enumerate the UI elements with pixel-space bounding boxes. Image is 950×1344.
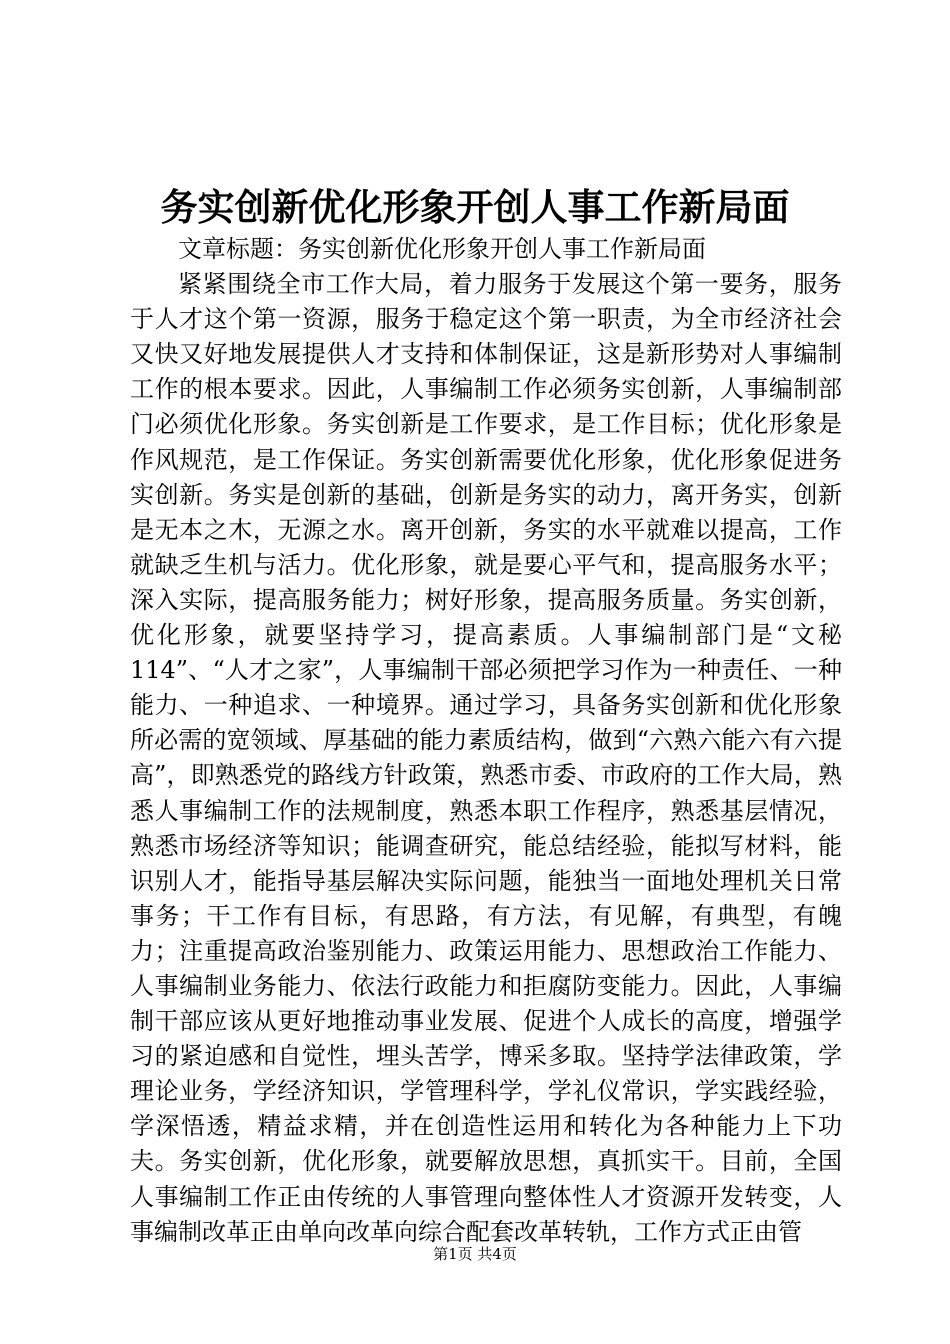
page-number-footer: 第1页 共4页 <box>433 1245 517 1263</box>
article-title-line: 文章标题：务实创新优化形象开创人事工作新局面 <box>178 235 706 263</box>
document-title: 务实创新优化形象开创人事工作新局面 <box>160 185 790 229</box>
document-body <box>130 232 842 1250</box>
body-paragraph: 紧紧围绕全市工作大局，着力服务于发展这个第一要务，服务于人才这个第一资源，服务于稳定这个第一职责，为全市经济社会又快又好地发展提供人才支持和体制保证，这是新形势对人事编制工作的根本要求。因此，人事编制工作必须务实创新，人事编制部门必须优化形象。务实创新是工作要求，是工作目标；优化形象是作风规范，是工作保证。务实创新需要优化形象，优化形象促进务实创新。务实是创新的基础，创新是务实的动力，离开务实，创新是无本之木，无源之水。离开创新，务实的水平就难以提高，工作就缺乏生机与活力。优化形象，就是要心平气和，提高服务水平；深入实际，提高服务能力；树好形象，提高服务质量。务实创新，优化形象，就要坚持学习，提高素质。人事编制部门是“文秘114”、“人才之家”，人事编制干部必须把学习作为一种责任、一种能力、一种追求、一种境界。通过学习，具备务实创新和优化形象所必需的宽领域、厚基础的能力素质结构，做到“六熟六能六有六提高”，即熟悉党的路线方针政策，熟悉市委、市政府的工作大局，熟悉人事编制工作的法规制度，熟悉本职工作程序，熟悉基层情况，熟悉市场经济等知识；能调查研究，能总结经验，能拟写材料，能识别人才，能指导基层解决实际问题，能独当一面地处理机关日常事务；干工作有目标，有思路，有方法，有见解，有典型，有魄力；注重提高政治鉴别能力、政策运用能力、思想政治工作能力、人事编制业务能力、依法行政能力和拒腐防变能力。因此，人事编制干部应该从更好地推动事业发展、促进个人成长的高度，增强学习的紧迫感和自觉性，埋头苦学，博采多取。坚持学法律政策，学理论业务，学经济知识，学管理科学，学礼仪常识，学实践经验，学深悟透，精益求精，并在创造性运用和转化为各种能力上下功夫。务实创新，优化形象，就要解放思想，真抓实干。目前，全国人事编制工作正由传统的人事管理向整体性人才资源开发转变，人事编制改革正由单向改革向综合配套改革转轨，工作方式正由管 <box>130 270 842 1246</box>
